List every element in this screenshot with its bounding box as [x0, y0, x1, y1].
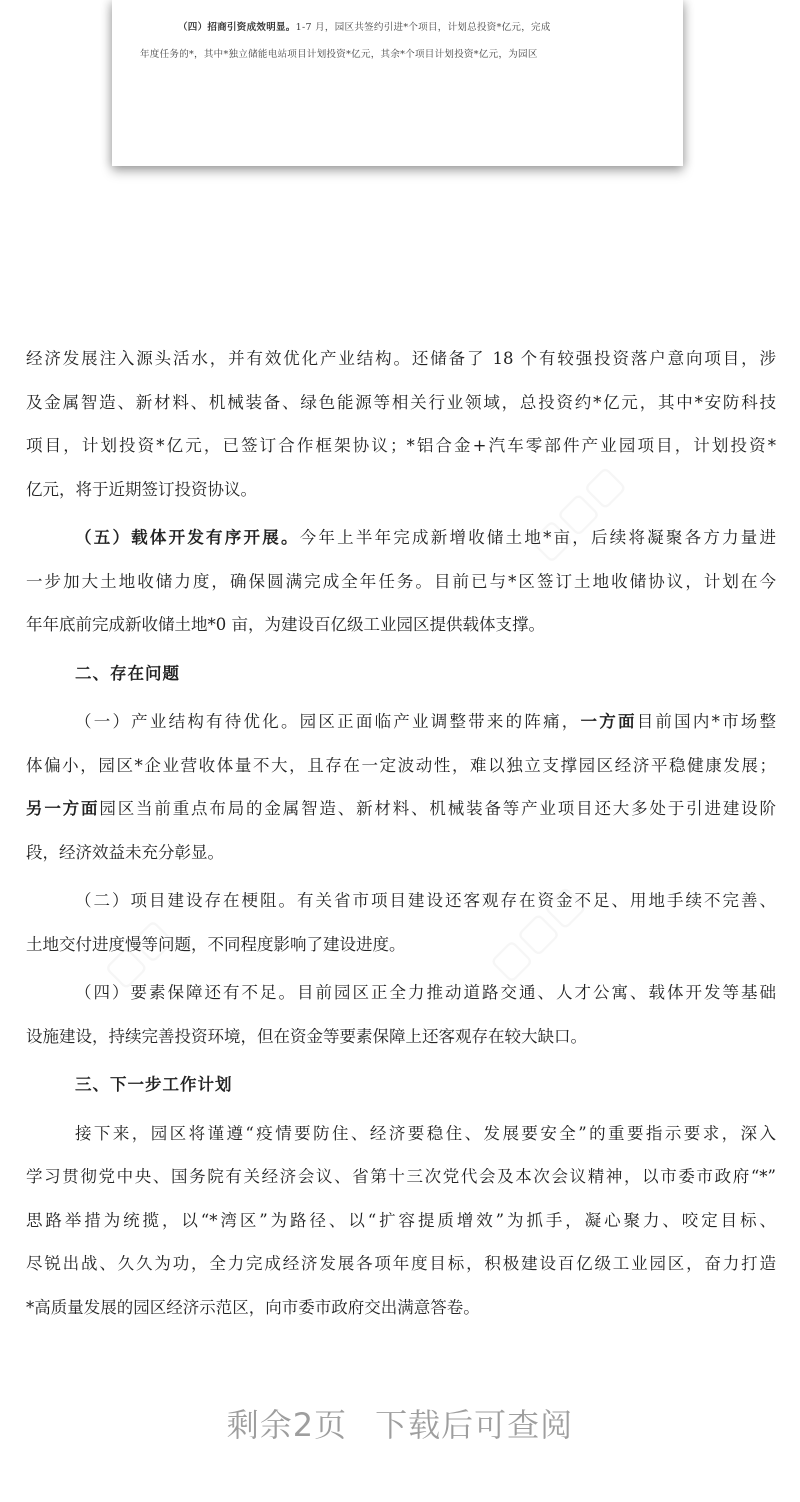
text-line: 设施建设，持续完善投资环境，但在资金等要素保障上还客观存在较大缺口。	[26, 1026, 587, 1046]
emphasis-text: 一方面	[580, 712, 637, 731]
text-line: 段，经济效益未充分彰显。	[26, 842, 224, 862]
text-segment: 目前国内*市场整	[636, 712, 777, 731]
text-line	[26, 700, 776, 744]
preview-line-1-text: 1-7 月，园区共签约引进*个项目，计划总投资*亿元，完成	[295, 22, 551, 33]
text-line: 体偏小，园区*企业营收体量不大，且存在一定波动性，难以独立支撑园区经济平稳健康发展；	[26, 755, 776, 775]
text-line: 年年底前完成新收储土地*0 亩，为建设百亿级工业园区提供载体支撑。	[26, 615, 545, 634]
paragraph-industry-structure	[26, 700, 776, 874]
emphasis-text: 另一方面	[26, 799, 100, 818]
preview-text	[140, 14, 655, 68]
text-segment: 园区当前重点布局的金属智造、新材料、机械装备等产业项目还大多处于引进建设阶	[99, 799, 777, 818]
preview-heading: （四）招商引资成效明显。	[178, 22, 296, 33]
section-heading-problems: 二、存在问题	[75, 663, 180, 683]
remaining-pages-label: 剩余2页	[226, 1406, 348, 1444]
text-line: 亿元，将于近期签订投资协议。	[26, 479, 257, 499]
paragraph-heading: （五）载体开发有序开展。	[75, 528, 300, 547]
text-line: 及金属智造、新材料、机械装备、绿色能源等相关行业领域，总投资约*亿元，其中*安防科技	[26, 392, 776, 412]
text-segment: （一）产业结构有待优化。园区正面临产业调整带来的阵痛，	[75, 712, 581, 731]
text-line: *高质量发展的园区经济示范区，向市委市政府交出满意答卷。	[26, 1297, 480, 1317]
text-segment: 今年上半年完成新增收储土地*亩，后续将凝聚各方力量进	[299, 528, 777, 547]
watermark: ▢▢▢	[480, 876, 594, 990]
download-to-view-label[interactable]: 下载后可查阅	[375, 1406, 574, 1444]
text-line: 一步加大土地收储力度，确保圆满完成全年任务。目前已与*区签订土地收储协议，计划在今	[26, 571, 776, 591]
preview-line-2: 年度任务的*，其中*独立储能电站项目计划投资*亿元，其余*个项目计划投资*亿元，为园区	[140, 49, 538, 60]
section-heading-next-steps: 三、下一步工作计划	[75, 1075, 233, 1094]
text-line: 土地交付进度慢等问题，不同程度影响了建设进度。	[26, 934, 406, 954]
remaining-pages-notice[interactable]	[0, 1400, 800, 1446]
text-line: （二）项目建设存在梗阻。有关省市项目建设还客观存在资金不足、用地手续不完善、	[75, 891, 776, 910]
document-body	[26, 337, 776, 1329]
text-line	[26, 516, 776, 560]
text-line: 尽锐出战、久久为功，全力完成经济发展各项年度目标，积极建设百亿级工业园区，奋力打造	[26, 1254, 776, 1273]
text-line: 学习贯彻党中央、国务院有关经济会议、省第十三次党代会及本次会议精神，以市委市政府“*”	[26, 1167, 776, 1186]
text-line	[26, 787, 776, 831]
watermark: ▢▢	[94, 910, 181, 996]
paragraph-work-plan	[26, 1112, 776, 1330]
previous-page-preview	[112, 0, 683, 166]
text-line: （四）要素保障还有不足。目前园区正全力推动道路交通、人才公寓、载体开发等基础	[75, 983, 776, 1002]
preview-line-1	[140, 14, 655, 41]
text-line: 接下来，园区将谨遵“疫情要防住、经济要稳住、发展要安全”的重要指示要求，深入	[75, 1123, 776, 1143]
text-line: 经济发展注入源头活水，并有效优化产业结构。还储备了 18 个有较强投资落户意向项目，涉	[26, 349, 776, 368]
text-line: 思路举措为统揽，以“*湾区”为路径、以“扩容提质增效”为抓手，凝心聚力、咬定目标、	[26, 1210, 776, 1230]
paragraph-factor-guarantee	[26, 971, 776, 1058]
text-line: 项目，计划投资*亿元，已签订合作框架协议；*铝合金+汽车零部件产业园项目，计划投资*	[26, 436, 776, 455]
paragraph-investment-continued	[26, 337, 776, 511]
paragraph-project-obstacles	[26, 879, 776, 966]
watermark: ▢▢▢	[520, 456, 634, 570]
paragraph-carrier-development	[26, 516, 776, 647]
